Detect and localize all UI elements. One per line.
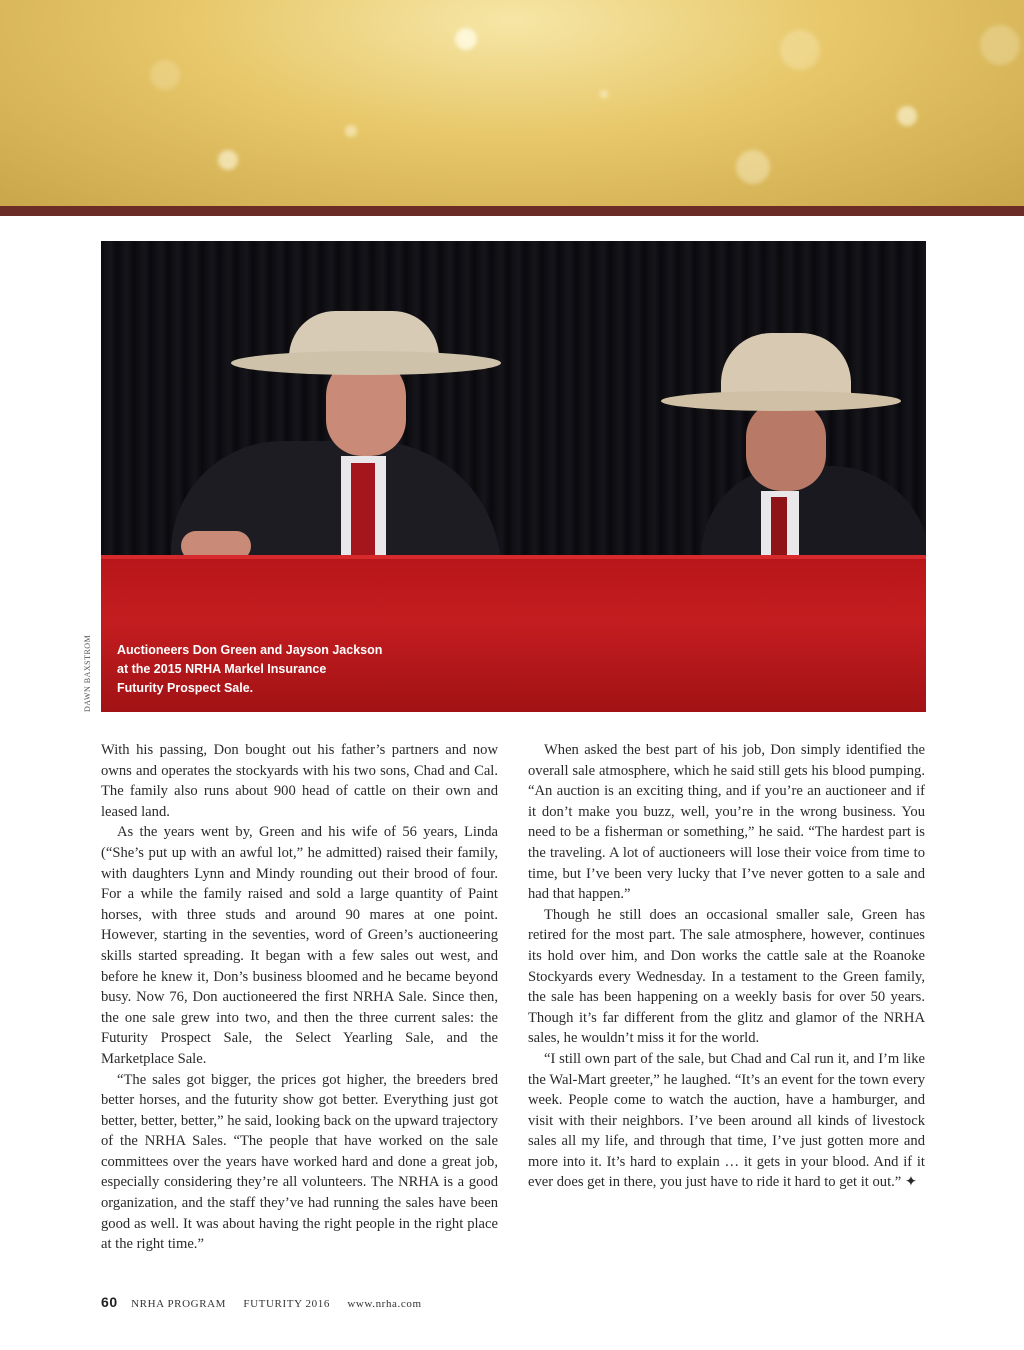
paragraph: When asked the best part of his job, Don simply identified the overall sale atmosphere, which he said still gets his blood pumping. “An auction is an exciting thing, and if you’re an auctioneer and if it don’t make you buzz, well, you’re in the wrong business. You need to be a fisherman or something,” he said. “The hardest part is the traveling. A lot of auctioneers will lose their voice from time to time, but I’ve been very lucky that I’ve never gotten to a sale and had that happen.”	[528, 742, 925, 903]
photo-credit: DAWN BAXSTROM	[83, 634, 92, 712]
website-url: www.nrha.com	[347, 1298, 422, 1310]
publication-name: NRHA PROGRAM	[131, 1298, 227, 1310]
banner-divider	[0, 206, 1024, 216]
paragraph: “I still own part of the sale, but Chad and Cal run it, and I’m like the Wal-Mart greeter,” he laughed. “It’s an event for the town every week. People come to watch the auction, have a hamburger, and visit with their neighbors. I’ve been around all kinds of livestock sales all my life, and through that time, I’ve just gotten more and more into it. It’s hard to explain … it gets in your blood. And if it ever does get in there, you just have to ride it hard to get it out.” ✦	[528, 1050, 925, 1191]
photo-caption: Auctioneers Don Green and Jayson Jackson at the 2015 NRHA Markel Insurance Futurity Prospect Sale.	[117, 643, 383, 695]
decorative-gold-banner	[0, 0, 1024, 206]
page-number: 60	[101, 1294, 118, 1310]
issue-name: FUTURITY 2016	[243, 1298, 330, 1310]
paragraph: “The sales got bigger, the prices got higher, the breeders bred better horses, and the futurity show got better. Everything just got better, better, better,” he said, looking back on the upward trajectory of the NRHA Sales. “The people that have worked on the sale committees over the years have worked hard and done a great job, especially considering they’re all volunteers. The NRHA is a good organization, and the staff they’ve had running the sales have been good as well. It was about having the right people in the right place at the right time.”	[101, 1071, 498, 1253]
auctioneers-photo	[101, 241, 926, 712]
article-column-left	[101, 740, 498, 1255]
paragraph: As the years went by, Green and his wife of 56 years, Linda (“She’s put up with an awful lot,” he admitted) raised their family, with daughters Lynn and Mindy rounding out their brood of four. For a while the family raised and sold a large quantity of Paint horses, with three studs and around 90 mares at one point. However, starting in the seventies, word of Green’s auctioneering skills started spreading. It began with a few sales out west, and before he knew it, Don’s business bloomed and he became beyond busy. Now 76, Don auctioneered the first NRHA Sale. Since then, the one sale grew into two, and then the three current sales: the Futurity Prospect Sale, the Select Yearling Sale, and the Marketplace Sale.	[101, 824, 498, 1067]
paragraph: Though he still does an occasional smaller sale, Green has retired for the most part. The sale atmosphere, however, continues its hold over him, and Don works the cattle sale at the Roanoke Stockyards every Wednesday. In a testament to the Green family, the sale has been happening on a weekly basis for over 50 years. Though it’s far different from the glitz and glamor of the NRHA sales, he wouldn’t miss it for the world.	[528, 906, 925, 1047]
article-column-right	[528, 740, 925, 1193]
paragraph: With his passing, Don bought out his father’s partners and now owns and operates the stockyards with his two sons, Chad and Cal. The family also runs about 900 head of cattle on their own and leased land.	[101, 742, 498, 820]
page-footer	[101, 1294, 436, 1314]
